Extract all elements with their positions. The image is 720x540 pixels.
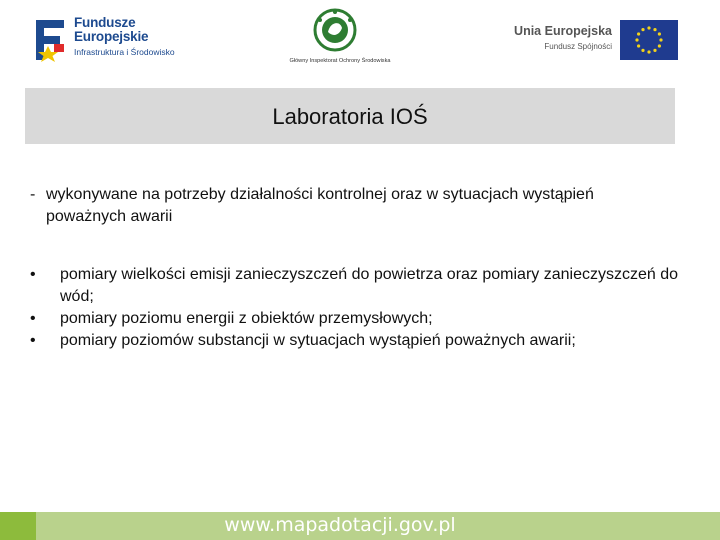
intro-paragraph	[30, 184, 670, 228]
page-title: Laboratoria IOŚ	[272, 104, 428, 129]
bullet-text: pomiary poziomu energii z obiektów przemysłowych;	[60, 310, 433, 327]
list-item	[30, 264, 680, 308]
eu-flag-icon	[620, 20, 678, 60]
ue-logo-line1: Unia Europejska	[514, 24, 612, 38]
title-band	[25, 88, 675, 144]
bullet-text: pomiary poziomów substancji w sytuacjach wystąpień poważnych awarii;	[60, 332, 576, 349]
fe-logo-line2: Europejskie	[74, 29, 149, 44]
bullet-marker: •	[30, 310, 36, 327]
bullet-marker: •	[30, 266, 36, 283]
intro-dash: -	[30, 186, 36, 203]
list-item	[30, 330, 680, 352]
gios-emblem-icon	[312, 6, 358, 58]
fundusze-europejskie-star-icon	[34, 16, 68, 64]
ue-logo-line2: Fundusz Spójności	[544, 42, 612, 51]
fundusze-europejskie-logo	[34, 14, 194, 66]
bullet-text: pomiary wielkości emisji zanieczyszczeń do powietrza oraz pomiary zanieczyszczeń do wód;	[60, 266, 679, 305]
list-item	[30, 308, 680, 330]
bullet-list	[30, 264, 680, 352]
fe-logo-line3: Infrastruktura i Środowisko	[74, 47, 175, 57]
bullet-marker: •	[30, 332, 36, 349]
gios-caption: Główny Inspektorat Ochrony Środowiska	[289, 58, 391, 64]
intro-text: wykonywane na potrzeby działalności kontrolnej oraz w sytuacjach wystąpień poważnych awarii	[46, 186, 594, 225]
footer-accent-block	[0, 512, 36, 540]
footer-url: www.mapadotacji.gov.pl	[224, 514, 456, 536]
fe-logo-line1: Fundusze	[74, 15, 136, 30]
unia-europejska-logo	[508, 20, 688, 64]
